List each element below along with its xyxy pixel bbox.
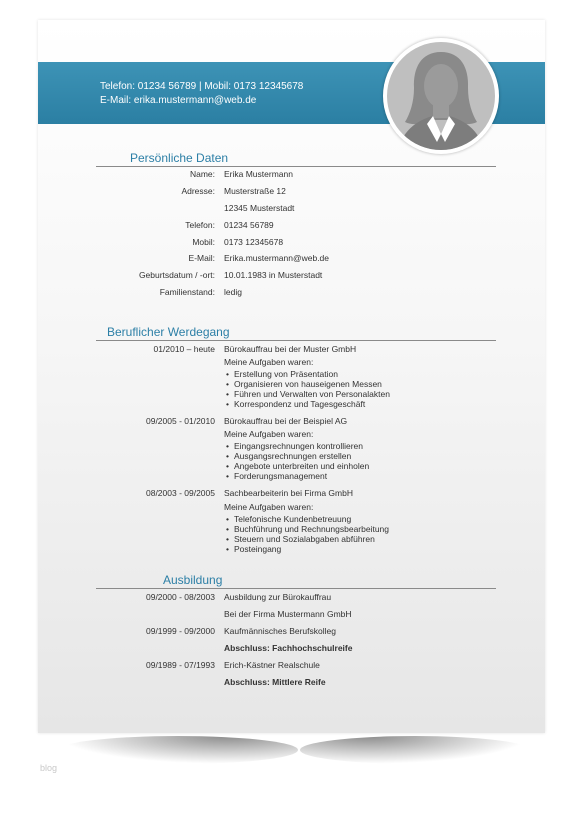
job-period: 09/2005 - 01/2010 <box>145 416 215 426</box>
education-period: 09/2000 - 08/2003 <box>145 592 215 602</box>
personal-value: 10.01.1983 in Musterstadt <box>224 270 323 280</box>
job-tasks-heading: Meine Aufgaben waren: <box>224 502 314 512</box>
personal-label: Name: <box>189 169 215 179</box>
page-shadow-left <box>58 736 298 764</box>
job-position: Bürokauffrau bei der Beispiel AG <box>224 416 348 426</box>
personal-label: E-Mail: <box>188 253 215 263</box>
personal-value: 01234 56789 <box>224 220 274 230</box>
education-value: Kaufmännisches Berufskolleg <box>224 626 336 636</box>
job-task-item: • Ausgangsrechnungen erstellen <box>226 451 352 461</box>
section-title-career: Beruflicher Werdegang <box>107 325 230 339</box>
personal-label: Geburtsdatum / -ort: <box>138 270 215 280</box>
education-value: Abschluss: Mittlere Reife <box>224 677 326 687</box>
section-title-education: Ausbildung <box>163 573 223 587</box>
job-period: 01/2010 – heute <box>153 344 215 354</box>
job-task-item: • Forderungsmanagement <box>226 471 328 481</box>
job-task-item: • Führen und Verwalten von Personalakten <box>226 389 390 399</box>
personal-label: Mobil: <box>192 237 215 247</box>
education-value: Ausbildung zur Bürokauffrau <box>224 592 332 602</box>
education-value: Bei der Firma Mustermann GmbH <box>224 609 352 619</box>
personal-label: Telefon: <box>185 220 215 230</box>
person-silhouette-icon <box>383 38 499 154</box>
section-title-personal: Persönliche Daten <box>130 151 229 165</box>
education-period: 09/1989 - 07/1993 <box>145 660 215 670</box>
watermark: blog <box>40 763 58 773</box>
personal-value: Musterstraße 12 <box>224 186 286 196</box>
personal-label: Familienstand: <box>159 287 215 297</box>
job-task-item: • Korrespondenz und Tagesgeschäft <box>226 399 366 409</box>
job-task-item: • Angebote unterbreiten und einholen <box>226 461 370 471</box>
education-value: Erich-Kästner Realschule <box>224 660 320 670</box>
page-shadow-right <box>300 736 530 764</box>
personal-value: 12345 Musterstadt <box>224 203 295 213</box>
job-task-item: • Eingangsrechnungen kontrollieren <box>226 441 364 451</box>
job-position: Bürokauffrau bei der Muster GmbH <box>224 344 357 354</box>
personal-value: ledig <box>224 287 242 297</box>
personal-label: Adresse: <box>181 186 215 196</box>
job-task-item: • Steuern und Sozialabgaben abführen <box>226 534 375 544</box>
personal-value: 0173 12345678 <box>224 237 284 247</box>
job-position: Sachbearbeiterin bei Firma GmbH <box>224 488 353 498</box>
profile-photo <box>383 38 499 154</box>
education-period: 09/1999 - 09/2000 <box>145 626 215 636</box>
education-value: Abschluss: Fachhochschulreife <box>224 643 353 653</box>
job-task-item: • Posteingang <box>226 544 282 554</box>
job-task-item: • Buchführung und Rechnungsbearbeitung <box>226 524 390 534</box>
personal-value: Erika.mustermann@web.de <box>224 253 330 263</box>
job-task-item: • Telefonische Kundenbetreuung <box>226 514 352 524</box>
section-divider <box>96 588 496 589</box>
personal-value: Erika Mustermann <box>224 169 293 179</box>
job-task-item: • Erstellung von Präsentation <box>226 369 338 379</box>
job-task-item: • Organisieren von hauseigenen Messen <box>226 379 382 389</box>
job-tasks-heading: Meine Aufgaben waren: <box>224 429 314 439</box>
contact-email-line: E-Mail: erika.mustermann@web.de <box>100 95 257 106</box>
contact-phone-line: Telefon: 01234 56789 | Mobil: 0173 12345678 <box>100 81 304 92</box>
section-divider <box>96 166 496 167</box>
job-period: 08/2003 - 09/2005 <box>145 488 215 498</box>
section-divider <box>96 340 496 341</box>
job-tasks-heading: Meine Aufgaben waren: <box>224 357 314 367</box>
